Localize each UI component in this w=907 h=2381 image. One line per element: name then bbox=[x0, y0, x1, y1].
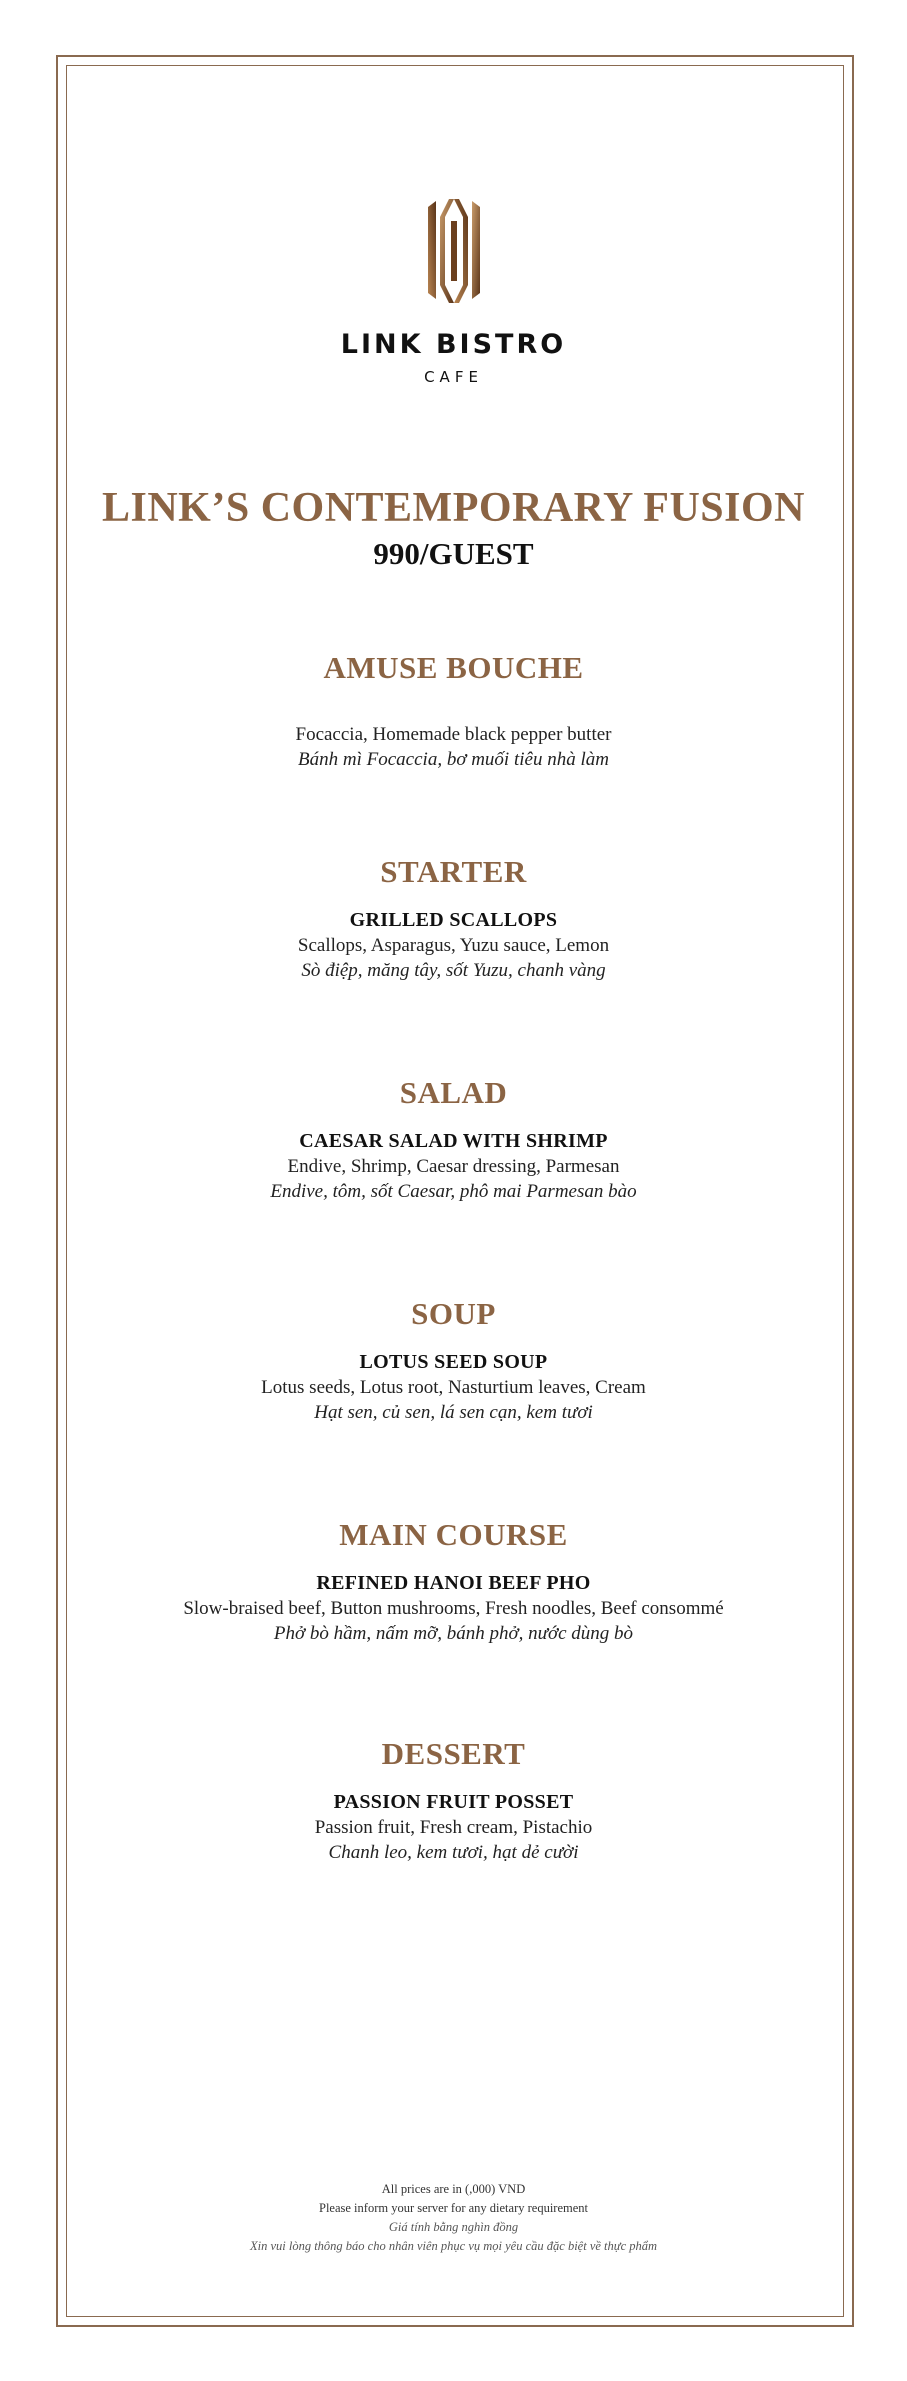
brand-logo bbox=[0, 195, 907, 386]
section-title: MAIN COURSE bbox=[339, 1517, 568, 1552]
dietary-note-vietnamese: Xin vui lòng thông báo cho nhân viên phục vụ mọi yêu cầu đặc biệt về thực phẩm bbox=[249, 2239, 658, 2253]
dish-description: Slow-braised beef, Button mushrooms, Fresh noodles, Beef consommé bbox=[183, 1598, 724, 1619]
section-title: SALAD bbox=[399, 1075, 508, 1110]
brand-name: LINK BISTRO bbox=[340, 329, 567, 360]
price-note-vietnamese: Giá tính bằng nghìn đồng bbox=[388, 2220, 519, 2234]
section-starter bbox=[0, 854, 907, 982]
dish-description: Lotus seeds, Lotus root, Nasturtium leaves, Cream bbox=[261, 1377, 646, 1398]
link-bistro-logo-icon bbox=[422, 195, 486, 307]
dish-name: GRILLED SCALLOPS bbox=[349, 909, 558, 931]
dish-description: Focaccia, Homemade black pepper butter bbox=[295, 724, 612, 745]
section-title: SOUP bbox=[411, 1296, 496, 1331]
menu-title: LINK’S CONTEMPORARY FUSION bbox=[101, 485, 805, 531]
section-main-course bbox=[0, 1517, 907, 1645]
dietary-note: Please inform your server for any dietary requirement bbox=[319, 2201, 588, 2215]
dish-description: Endive, Shrimp, Caesar dressing, Parmesan bbox=[287, 1156, 620, 1177]
price-note: All prices are in (,000) VND bbox=[381, 2182, 526, 2196]
dish-description-vietnamese: Endive, tôm, sốt Caesar, phô mai Parmesan bào bbox=[270, 1181, 637, 1202]
dish-description-vietnamese: Chanh leo, kem tươi, hạt dẻ cười bbox=[328, 1842, 579, 1863]
menu-header bbox=[0, 484, 907, 572]
dish-description-vietnamese: Hạt sen, củ sen, lá sen cạn, kem tươi bbox=[314, 1402, 593, 1423]
dish-description-vietnamese: Bánh mì Focaccia, bơ muối tiêu nhà làm bbox=[298, 749, 609, 770]
section-title: STARTER bbox=[380, 854, 527, 889]
brand-subtitle: CAFE bbox=[424, 368, 483, 386]
dish-name: REFINED HANOI BEEF PHO bbox=[316, 1572, 591, 1594]
dish-description: Passion fruit, Fresh cream, Pistachio bbox=[314, 1817, 593, 1838]
menu-price: 990/GUEST bbox=[373, 536, 534, 571]
dish-description: Scallops, Asparagus, Yuzu sauce, Lemon bbox=[297, 935, 610, 956]
dish-description-vietnamese: Phở bò hầm, nấm mỡ, bánh phở, nước dùng bò bbox=[273, 1623, 634, 1644]
dish-description-vietnamese: Sò điệp, măng tây, sốt Yuzu, chanh vàng bbox=[301, 960, 606, 981]
section-soup bbox=[0, 1296, 907, 1424]
section-amuse-bouche bbox=[0, 650, 907, 771]
section-salad bbox=[0, 1075, 907, 1203]
section-title: DESSERT bbox=[381, 1736, 526, 1771]
dish-name: CAESAR SALAD WITH SHRIMP bbox=[299, 1130, 608, 1152]
dish-name: LOTUS SEED SOUP bbox=[359, 1351, 548, 1373]
section-title: AMUSE BOUCHE bbox=[323, 650, 584, 685]
dish-name: PASSION FRUIT POSSET bbox=[333, 1791, 574, 1813]
section-dessert bbox=[0, 1736, 907, 1864]
menu-footer bbox=[0, 2180, 907, 2256]
